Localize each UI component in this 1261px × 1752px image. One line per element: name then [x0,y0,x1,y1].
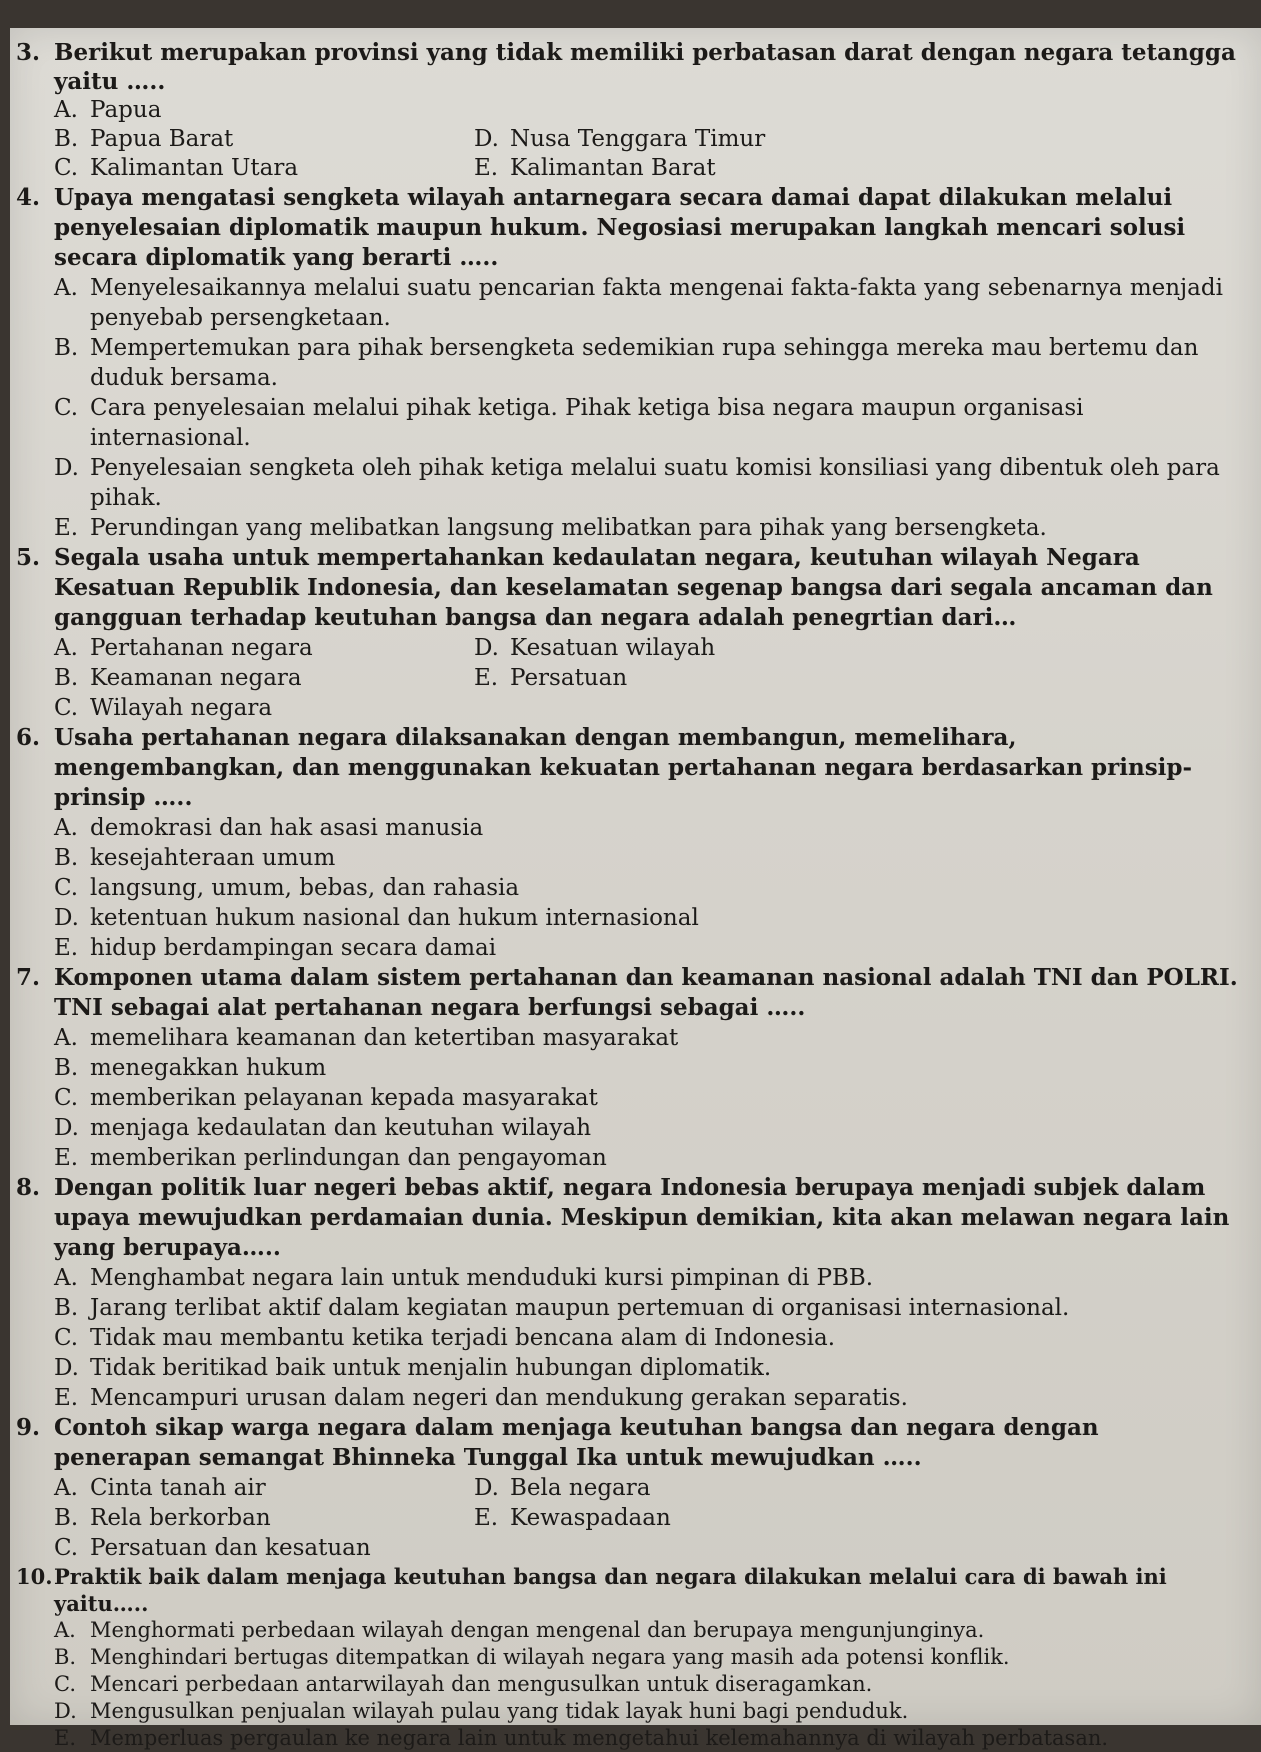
option-b[interactable]: B. Mempertemukan para pihak bersengketa sedemikian rupa sehingga mereka mau bertemu dan duduk bersama. [54,335,1199,391]
option-e[interactable]: E. Memperluas pergaulan ke negara lain untuk mengetahui kelemahannya di wilayah perbatasan. [54,1726,1109,1750]
option-a[interactable]: A. Papua [54,97,162,123]
option-b[interactable]: B. Menghindari bertugas ditempatkan di wilayah negara yang masih ada potensi konflik. [54,1645,1010,1669]
option-d[interactable]: D. ketentuan hukum nasional dan hukum internasional [54,905,699,931]
question-10 [16,1563,1241,1752]
question-number: 8. [16,1174,41,1201]
question-text: Usaha pertahanan negara dilaksanakan dengan membangun, memelihara, mengembangkan, dan menggunakan kekuatan pertahanan negara berdasarkan prinsip-prinsip ….. [54,724,1193,811]
question-text: Segala usaha untuk mempertahankan kedaulatan negara, keutuhan wilayah Negara Kesatuan Republik Indonesia, dan keselamatan segenap bangsa dari segala ancaman dan gangguan terhadap keutuhan bangsa dan negara adalah penegrtian dari… [54,544,1213,631]
option-e[interactable]: E. Perundingan yang melibatkan langsung melibatkan para pihak yang bersengketa. [54,515,1047,541]
option-d[interactable]: D. Penyelesaian sengketa oleh pihak ketiga melalui suatu komisi konsiliasi yang dibentuk oleh para pihak. [54,455,1220,511]
option-b[interactable]: B. Rela berkorban [54,1505,271,1531]
option-d[interactable]: D. Tidak beritikad baik untuk menjalin hubungan diplomatik. [54,1355,772,1381]
question-text: Komponen utama dalam sistem pertahanan dan keamanan nasional adalah TNI dan POLRI. TNI sebagai alat pertahanan negara berfungsi sebagai ….. [54,964,1238,1021]
question-number: 5. [16,544,41,571]
option-d[interactable]: D. Kesatuan wilayah [474,635,716,661]
option-a[interactable]: A. Menghormati perbedaan wilayah dengan mengenal dan berupaya mengunjunginya. [54,1618,985,1642]
option-c[interactable]: C. Mencari perbedaan antarwilayah dan mengusulkan untuk diseragamkan. [54,1672,873,1696]
question-number: 4. [16,184,41,211]
option-c[interactable]: C. langsung, umum, bebas, dan rahasia [54,875,520,901]
option-c[interactable]: C. Wilayah negara [54,695,273,721]
question-text: Upaya mengatasi sengketa wilayah antarnegara secara damai dapat dilakukan melalui penyelesaian diplomatik maupun hukum. Negosiasi merupakan langkah mencari solusi secara diplomatik yang berarti ….. [54,184,1186,271]
option-e[interactable]: E. Kewaspadaan [474,1505,671,1531]
option-b[interactable]: B. menegakkan hukum [54,1055,327,1081]
question-text: Praktik baik dalam menjaga keutuhan bangsa dan negara dilakukan melalui cara di bawah ini yaitu….. [54,1564,1167,1616]
question-text: Dengan politik luar negeri bebas aktif, negara Indonesia berupaya menjadi subjek dalam upaya mewujudkan perdamaian dunia. Meskipun demikian, kita akan melawan negara lain yang berupaya….. [54,1174,1230,1261]
question-5 [16,543,1241,723]
option-a[interactable]: A. memelihara keamanan dan ketertiban masyarakat [54,1025,679,1051]
question-number: 3. [16,39,41,66]
option-c[interactable]: C. memberikan pelayanan kepada masyarakat [54,1085,598,1111]
option-e[interactable]: E. Persatuan [474,665,628,691]
option-e[interactable]: E. memberikan perlindungan dan pengayoman [54,1145,607,1171]
option-a[interactable]: A. Pertahanan negara [54,635,313,661]
question-text: Berikut merupakan provinsi yang tidak memiliki perbatasan darat dengan negara tetangga yaitu ….. [54,39,1236,95]
option-d[interactable]: D. Bela negara [474,1475,651,1501]
option-a[interactable]: A. Menyelesaikannya melalui suatu pencarian fakta mengenai fakta-fakta yang sebenarnya menjadi penyebab persengketaan. [54,275,1223,331]
question-number: 7. [16,964,41,991]
option-b[interactable]: B. Jarang terlibat aktif dalam kegiatan maupun pertemuan di organisasi internasional. [54,1295,1070,1321]
option-e[interactable]: E. Mencampuri urusan dalam negeri dan mendukung gerakan separatis. [54,1385,908,1411]
option-d[interactable]: D. menjaga kedaulatan dan keutuhan wilayah [54,1115,592,1141]
option-b[interactable]: B. kesejahteraan umum [54,845,336,871]
option-c[interactable]: C. Cara penyelesaian melalui pihak ketiga. Pihak ketiga bisa negara maupun organisasi internasional. [54,395,1084,451]
question-7 [16,963,1241,1173]
question-6 [16,723,1241,963]
option-e[interactable]: E. Kalimantan Barat [474,155,716,181]
question-9 [16,1413,1241,1563]
option-d[interactable]: D. Mengusulkan penjualan wilayah pulau yang tidak layak huni bagi penduduk. [54,1699,909,1723]
option-a[interactable]: A. Menghambat negara lain untuk menduduki kursi pimpinan di PBB. [54,1265,874,1291]
question-number: 10. [16,1564,53,1589]
question-sheet [16,38,1241,1752]
option-a[interactable]: A. demokrasi dan hak asasi manusia [54,815,484,841]
question-text: Contoh sikap warga negara dalam menjaga keutuhan bangsa dan negara dengan penerapan semangat Bhinneka Tunggal Ika untuk mewujudkan ….. [54,1414,1099,1471]
option-e[interactable]: E. hidup berdampingan secara damai [54,935,497,961]
option-d[interactable]: D. Nusa Tenggara Timur [474,126,766,152]
question-3 [16,38,1241,183]
option-b[interactable]: B. Keamanan negara [54,665,302,691]
question-8 [16,1173,1241,1413]
question-number: 6. [16,724,41,751]
option-b[interactable]: B. Papua Barat [54,126,234,152]
option-c[interactable]: C. Kalimantan Utara [54,155,299,181]
option-c[interactable]: C. Tidak mau membantu ketika terjadi bencana alam di Indonesia. [54,1325,836,1351]
option-c[interactable]: C. Persatuan dan kesatuan [54,1535,371,1561]
question-number: 9. [16,1414,41,1441]
option-a[interactable]: A. Cinta tanah air [54,1475,266,1501]
question-4 [16,183,1241,543]
